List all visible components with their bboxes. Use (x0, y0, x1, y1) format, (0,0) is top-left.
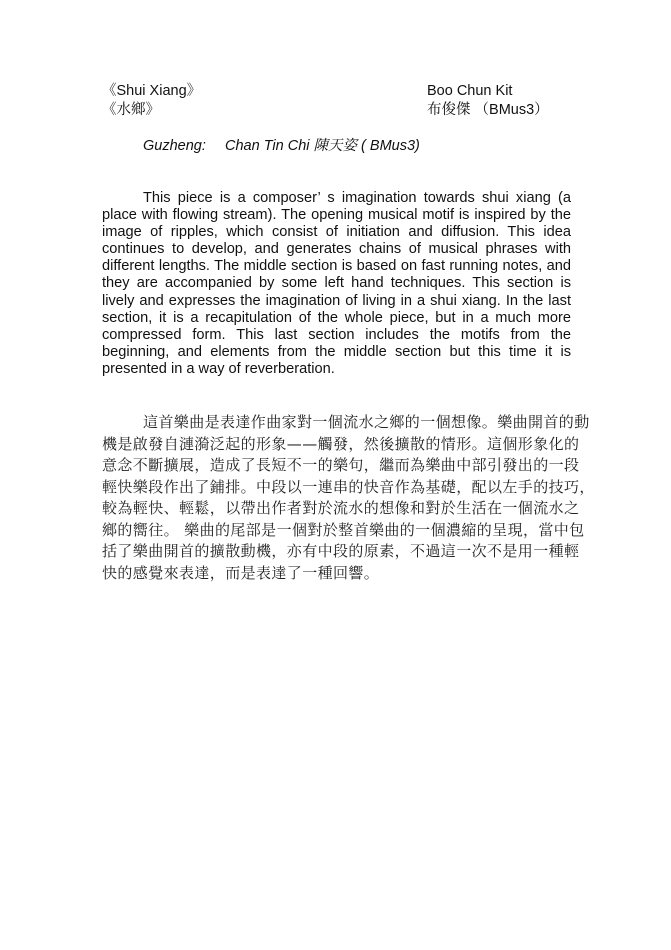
program-note-chinese (102, 412, 595, 584)
program-note-english: This piece is a composer’ s imagination towards shui xiang (a place with flowing stream). The opening musical motif is inspired by the image of ripples, which consist of initiation and diffusion. This idea continues to develop, and generates chains of musical phrases with different lengths. The middle section is based on fast running notes, and they are accompanied by some left hand techniques. This section is lively and expresses the imagination of living in a shui xiang. In the last section, it is a recapitulation of the whole piece, but in a much more compressed form. This last section includes the motifs from the beginning, and elements from the middle section but this time it is presented in a way of reverberation. (102, 190, 571, 377)
title-chinese: 《水鄉》 (102, 102, 160, 118)
chinese-line: 輕快樂段作出了鋪排。中段以一連串的快音作為基礎，配以左手的技巧， (102, 477, 595, 496)
composer-block (427, 82, 549, 120)
performer-line (143, 137, 420, 156)
composer-name-chinese: 布俊傑 （BMus3） (427, 102, 549, 118)
title-english: 《Shui Xiang》 (102, 83, 202, 99)
performer-name: Chan Tin Chi 陳天姿 ( BMus3) (225, 138, 420, 154)
chinese-line: 鄉的嚮往。 樂曲的尾部是一個對於整首樂曲的一個濃縮的呈現，當中包 (102, 520, 585, 539)
chinese-line: 這首樂曲是表達作曲家對一個流水之鄉的一個想像。樂曲開首的動 (143, 413, 590, 431)
chinese-line: 括了樂曲開首的擴散動機，亦有中段的原素，不過這一次不是用一種輕 (102, 542, 580, 560)
instrument-label: Guzheng: (143, 138, 206, 154)
composer-name-english: Boo Chun Kit (427, 83, 513, 99)
chinese-line: 快的感覺來表達，而是表達了一種回響。 (102, 563, 380, 582)
chinese-line: 機是啟發自漣漪泛起的形象——觸發，然後擴散的情形。這個形象化的 (102, 434, 580, 453)
chinese-line: 意念不斷擴展，造成了長短不一的樂句，繼而為樂曲中部引發出的一段 (102, 456, 580, 474)
chinese-line: 較為輕快、輕鬆，以帶出作者對於流水的想像和對於生活在一個流水之 (102, 499, 580, 517)
title-block (102, 82, 201, 120)
